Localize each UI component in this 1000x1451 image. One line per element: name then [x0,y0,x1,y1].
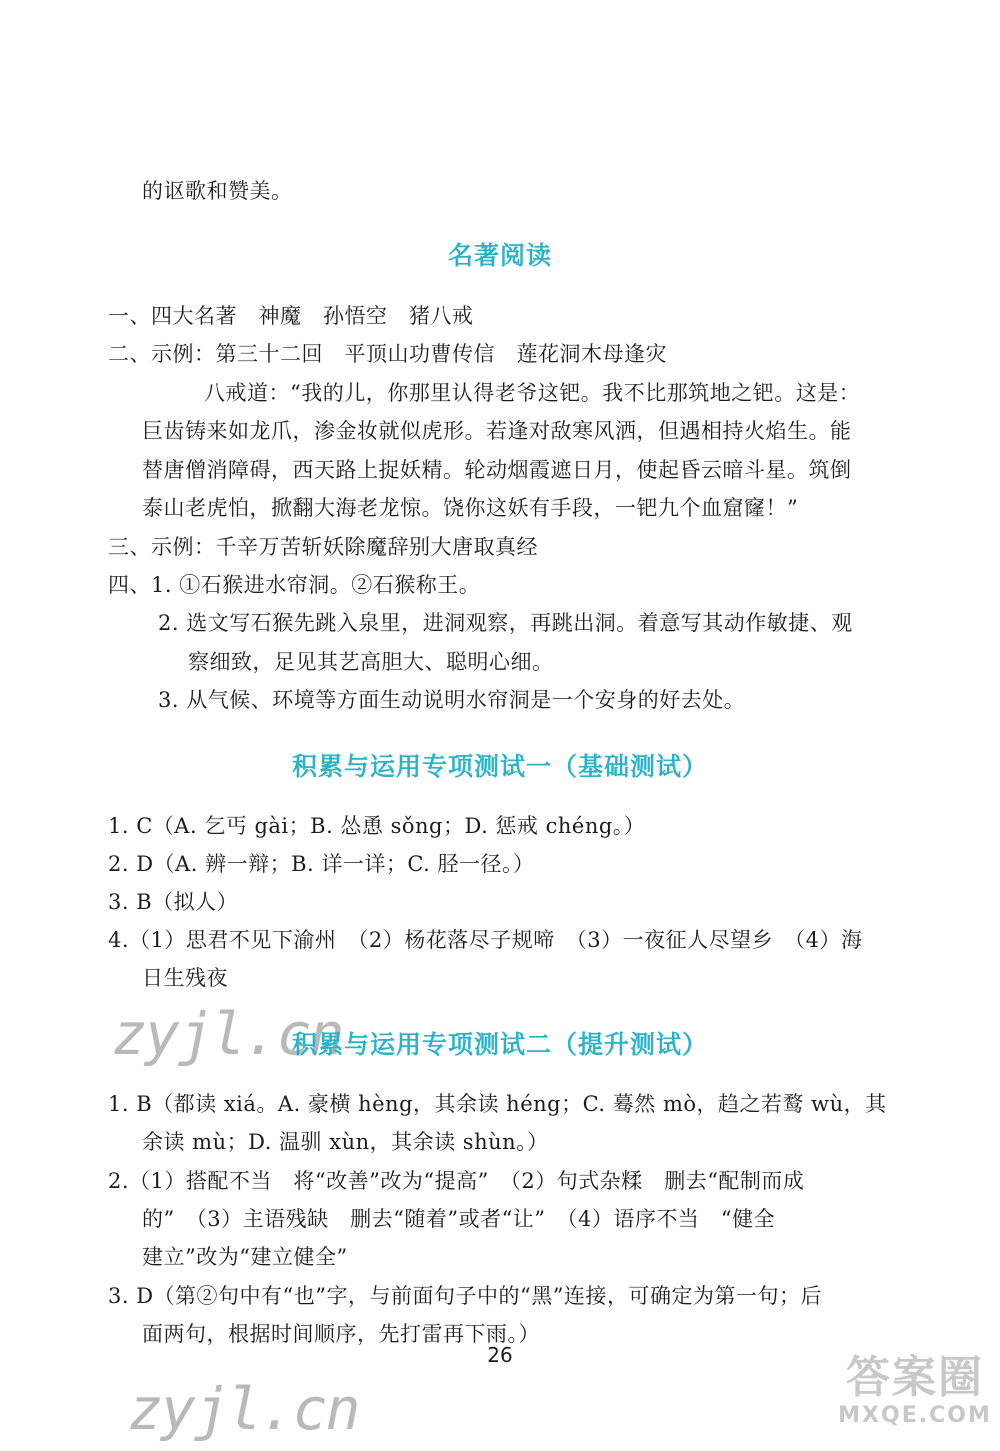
text-line: 3. D（第②句中有“也”字，与前面句子中的“黑”连接，可确定为第一句；后 [108,1284,822,1308]
section-heading-famous-works: 名著阅读 [447,241,552,270]
section-heading-test-one: 积累与运用专项测试一（基础测试） [291,752,708,781]
text-line: 四、1. ①石猴进水帘洞。②石猴称王。 [108,573,481,597]
text-line: 察细致，足见其艺高胆大、聪明心细。 [188,650,554,674]
watermark-stamp [836,1353,994,1445]
watermark-text: zyjl.cn [112,1000,343,1068]
stamp-url: MXQE.COM [838,1403,992,1428]
text-line: 替唐僧消障碍，西天路上捉妖精。轮动烟霞遮日月，使起昏云暗斗星。筑倒 [142,458,852,482]
text-line: 2.（1）搭配不当 将“改善”改为“提高” （2）句式杂糅 删去“配制而成 [108,1169,805,1193]
text-line: 泰山老虎怕，掀翻大海老龙惊。饶你这妖有手段，一钯九个血窟窿！” [142,496,799,520]
text-line: 余读 mù；D. 温驯 xùn，其余读 shùn。） [142,1130,549,1154]
page-number: 26 [487,1343,513,1367]
text-line: 日生残夜 [142,966,228,990]
text-line: 三、示例：千辛万苦斩妖除魔辞别大唐取真经 [108,535,538,559]
watermark-text: zyjl.cn [128,1375,359,1443]
text-line: 的讴歌和赞美。 [142,179,293,203]
section-heading-test-two: 积累与运用专项测试二（提升测试） [291,1030,708,1059]
text-line: 4.（1）思君不见下渝州 （2）杨花落尽子规啼 （3）一夜征人尽望乡 （4）海 [108,928,863,952]
stamp-title: 答案圈 [846,1352,984,1403]
text-line: 3. B（拟人） [108,890,239,914]
text-line: 3. 从气候、环境等方面生动说明水帘洞是一个安身的好去处。 [158,688,746,712]
text-line: 2. 选文写石猴先跳入泉里，进洞观察，再跳出洞。着意写其动作敏捷、观 [158,611,853,635]
text-line: 巨齿铸来如龙爪，渗金妆就似虎形。若逢对敌寒风洒，但遇相持火焰生。能 [142,419,852,443]
text-line: 一、四大名著 神魔 孙悟空 猪八戒 [108,304,474,328]
text-line: 1. B（都读 xiá。A. 豪横 hèng，其余读 héng；C. 蓦然 mò，趋之若鹜 wù，其 [108,1092,887,1116]
text-line: 八戒道：“我的儿，你那里认得老爷这钯。我不比那筑地之钯。这是： [204,381,861,405]
text-line: 的” （3）主语残缺 删去“随着”或者“让” （4）语序不当 “健全 [142,1207,776,1231]
text-line: 二、示例：第三十二回 平顶山功曹传信 莲花洞木母逢灾 [108,342,667,366]
text-line: 1. C（A. 乞丐 gài；B. 怂恿 sǒng；D. 惩戒 chéng。） [108,814,646,838]
text-line: 2. D（A. 辨一辩；B. 详一详；C. 胫一径。） [108,852,535,876]
text-line: 建立”改为“建立健全” [142,1245,348,1269]
text-line: 面两句，根据时间顺序，先打雷再下雨。） [142,1322,540,1346]
